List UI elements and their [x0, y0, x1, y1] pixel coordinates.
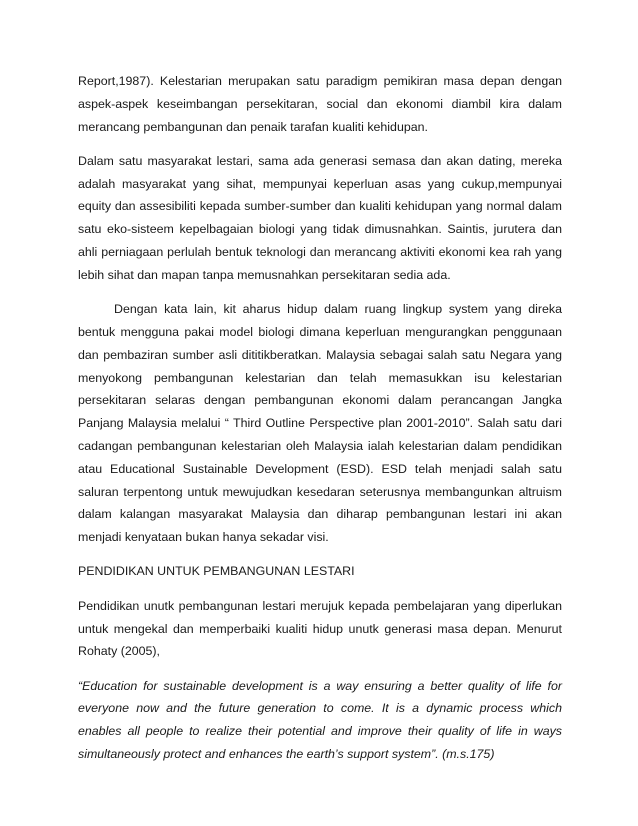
text-line: Dengan kata lain, kit aharus hidup dalam ruang lingkup system yang direka	[114, 302, 562, 317]
text-line: aspek-aspek keseimbangan persekitaran, social dan ekonomi diambil kira dalam	[78, 96, 562, 111]
text-line: adalah masyarakat yang sihat, mempunyai keperluan asas yang cukup,mempunyai	[78, 176, 562, 191]
text-line: Panjang Malaysia melalui “ Third Outline Perspective plan 2001-2010”. Salah satu dari	[78, 416, 562, 431]
text-line: persekitaran selaras dengan pembangunan ekonomi dalam perancangan Jangka	[78, 393, 562, 408]
text-line: satu eko-sisteem kepelbagaian biologi yang tidak dimusnahkan. Saintis, jurutera dan	[78, 222, 562, 237]
quote-line: enables all people to realize their potential and improve their quality of life in ways	[78, 724, 562, 739]
quote-line: everyone now and the future generation to come. It is a dynamic process which	[78, 701, 562, 716]
text-line: menyokong pembangunan kelestarian dan telah memasukkan isu kelestarian	[78, 370, 562, 385]
text-line: bentuk mengguna pakai model biologi dimana keperluan mengurangkan penggunaan	[78, 324, 562, 339]
text-line: lebih sihat dan mapan tanpa memusnahkan persekitaran sedia ada.	[78, 267, 451, 282]
text-line: ahli perniagaan perlulah bentuk teknologi dan merancang aktiviti ekonomi kea rah yang	[78, 245, 562, 260]
text-line: Rohaty (2005),	[78, 644, 160, 659]
quote-line: “Education for sustainable development is a way ensuring a better quality of life for	[78, 678, 562, 693]
paragraph-kelestarian	[78, 70, 562, 138]
text-line: dalam kalangan masyarakat Malaysia dan diharap pembangunan lestari ini akan	[78, 507, 562, 522]
text-line: Report,1987). Kelestarian merupakan satu paradigm pemikiran masa depan dengan	[78, 74, 562, 88]
paragraph-dengan-kata-lain	[78, 298, 562, 549]
text-line: menjadi kenyataan bukan hanya sekadar visi.	[78, 530, 329, 545]
text-line: merancang pembangunan dan penaik tarafan kualiti kehidupan.	[78, 119, 428, 134]
text-line: dan pembaziran sumber asli dititikberatkan. Malaysia sebagai salah satu Negara yang	[78, 347, 562, 362]
text-line: Pendidikan unutk pembangunan lestari merujuk kepada pembelajaran yang diperlukan	[78, 598, 562, 613]
block-quote	[78, 675, 562, 766]
quote-line: simultaneously protect and enhances the earth’s support system”. (m.s.175)	[78, 747, 495, 762]
document-page	[78, 70, 562, 766]
text-line: Dalam satu masyarakat lestari, sama ada generasi semasa dan akan dating, mereka	[78, 153, 562, 168]
section-heading: PENDIDIKAN UNTUK PEMBANGUNAN LESTARI	[78, 564, 355, 579]
text-line: equity dan assesibiliti kepada sumber-sumber dan kualiti kehidupan yang normal dalam	[78, 199, 562, 214]
text-line: cadangan pembangunan kelestarian oleh Malaysia ialah kelestarian dalam pendidikan	[78, 438, 562, 453]
paragraph-masyarakat-lestari	[78, 150, 562, 287]
paragraph-pendidikan	[78, 595, 562, 663]
text-line: untuk mengekal dan memperbaiki kualiti hidup unutk generasi masa depan. Menurut	[78, 621, 562, 636]
text-line: saluran terpentong untuk mewujudkan kesedaran seterusnya membangunkan altruism	[78, 484, 562, 499]
text-line: atau Educational Sustainable Development (ESD). ESD telah menjadi salah satu	[78, 461, 562, 476]
